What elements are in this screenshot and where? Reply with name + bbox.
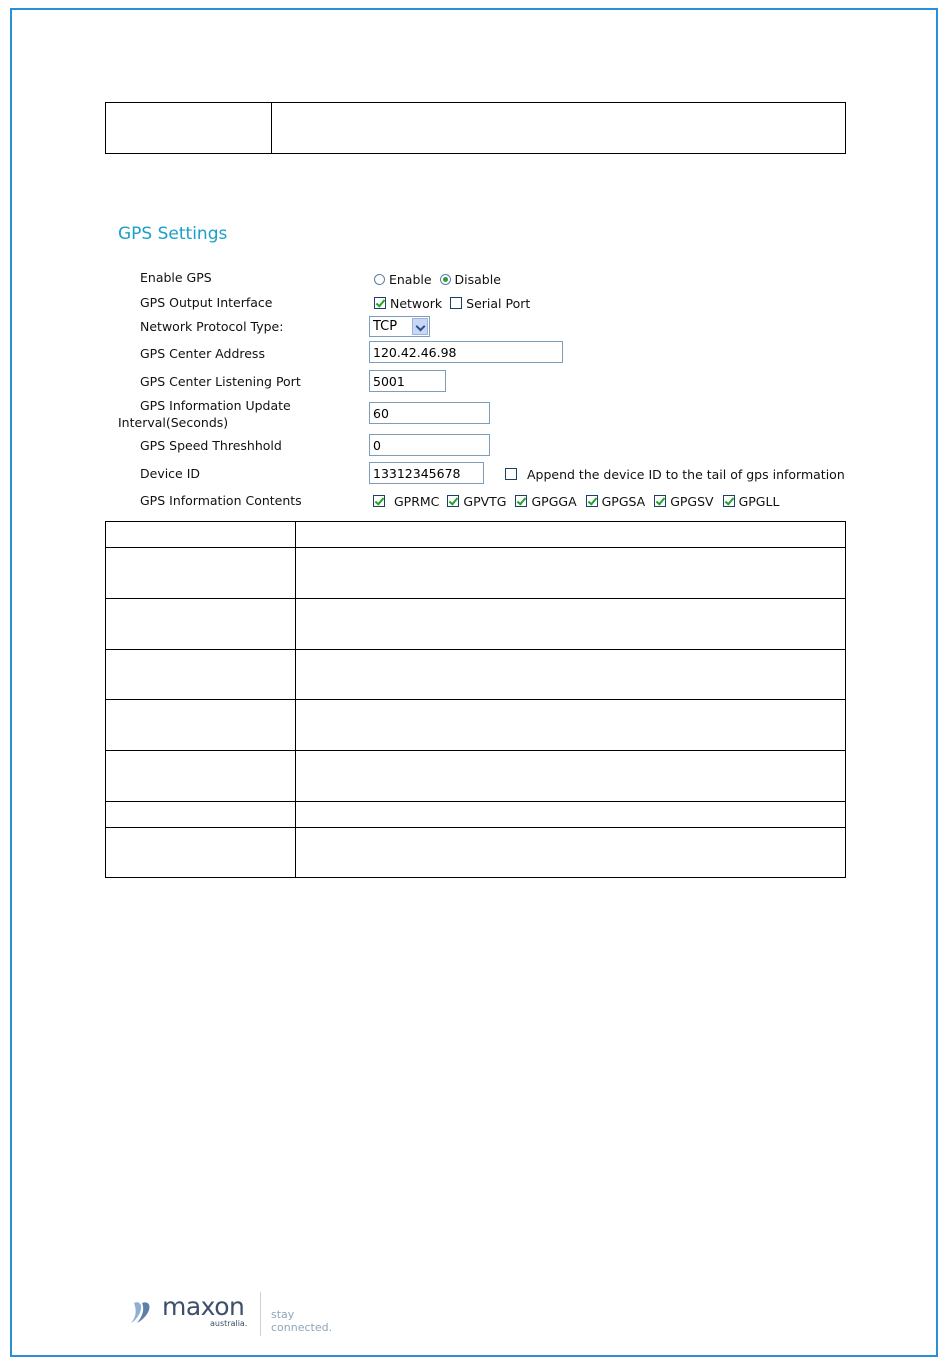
speed-threshold-input[interactable]: 0: [369, 434, 490, 456]
gpgll-label: GPGLL: [738, 494, 780, 509]
table-row-divider: [106, 699, 845, 700]
append-device-id-group: [505, 467, 845, 482]
description-table-top: [105, 102, 846, 154]
network-label: Network: [389, 296, 443, 311]
center-address-label: GPS Center Address: [140, 346, 265, 361]
protocol-value: TCP: [373, 319, 398, 334]
gpgll-checkbox[interactable]: [723, 495, 735, 507]
gpgsa-checkbox[interactable]: [586, 495, 598, 507]
enable-gps-radio-enable[interactable]: [374, 274, 385, 285]
serial-port-label: Serial Port: [466, 296, 531, 311]
gpgsv-label: GPGSV: [670, 494, 714, 509]
enable-gps-group: [374, 272, 501, 287]
update-interval-input[interactable]: 60: [369, 402, 490, 424]
listening-port-label: GPS Center Listening Port: [140, 374, 301, 389]
brand-sub: australia.: [210, 1319, 248, 1328]
network-checkbox[interactable]: [374, 297, 386, 309]
listening-port-input[interactable]: 5001: [369, 370, 446, 392]
output-interface-label: GPS Output Interface: [140, 295, 273, 310]
gpvtg-checkbox[interactable]: [447, 495, 459, 507]
brand-name: maxon: [162, 1292, 245, 1321]
gpgga-checkbox[interactable]: [515, 495, 527, 507]
protocol-label: Network Protocol Type:: [140, 319, 284, 334]
gpgsa-label: GPGSA: [601, 494, 646, 509]
append-device-id-label: Append the device ID to the tail of gps information: [526, 467, 845, 482]
center-address-input[interactable]: 120.42.46.98: [369, 341, 563, 363]
gprmc-checkbox[interactable]: [373, 495, 385, 507]
table-divider: [271, 103, 272, 153]
enable-gps-radio-disable[interactable]: [440, 274, 451, 285]
table-row-divider: [106, 547, 845, 548]
gpgga-label: GPGGA: [531, 494, 577, 509]
brand-tagline: stay connected.: [271, 1308, 333, 1334]
table-row-divider: [106, 827, 845, 828]
maxon-logo-mark-icon: [128, 1299, 154, 1325]
append-device-id-checkbox[interactable]: [505, 468, 517, 480]
page-title: GPS Settings: [118, 224, 228, 244]
logo-separator: [260, 1292, 261, 1336]
gpgsv-checkbox[interactable]: [654, 495, 666, 507]
chevron-down-icon[interactable]: [412, 318, 428, 335]
table-row-divider: [106, 750, 845, 751]
table-row-divider: [106, 649, 845, 650]
description-table: [105, 521, 846, 878]
enable-gps-option-enable: Enable: [388, 272, 432, 287]
serial-port-checkbox[interactable]: [450, 297, 462, 309]
contents-group: [373, 494, 779, 509]
gprmc-label: GPRMC: [393, 494, 440, 509]
table-row-divider: [106, 801, 845, 802]
enable-gps-label: Enable GPS: [140, 270, 212, 285]
update-interval-label-line2: Interval(Seconds): [118, 415, 229, 430]
device-id-input[interactable]: 13312345678: [369, 462, 484, 484]
gpvtg-label: GPVTG: [463, 494, 507, 509]
update-interval-label-line1: GPS Information Update: [140, 398, 291, 413]
protocol-select[interactable]: [369, 316, 430, 337]
contents-label: GPS Information Contents: [140, 493, 302, 508]
output-interface-group: [374, 296, 530, 311]
speed-threshold-label: GPS Speed Threshhold: [140, 438, 282, 453]
device-id-label: Device ID: [140, 466, 201, 481]
table-row-divider: [106, 598, 845, 599]
enable-gps-option-disable: Disable: [454, 272, 501, 287]
